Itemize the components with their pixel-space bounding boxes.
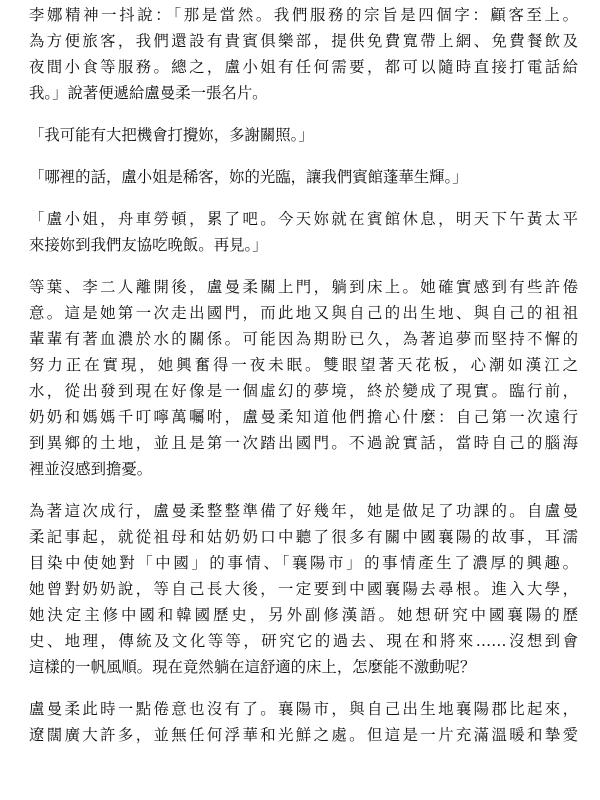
text-line: 等葉、李二人離開後，盧曼柔關上門，躺到床上。她確實感到有些許倦 (29, 278, 578, 296)
text-line: 裡並沒感到擔憂。 (29, 460, 153, 478)
text-line: 她決定主修中國和韓國歷史，另外副修漢語。她想研究中國襄陽的歷 (29, 606, 578, 624)
text-line: 意。這是她第一次走出國門，而此地又與自己的出生地、與自己的祖祖 (29, 304, 578, 322)
text-line: 為方便旅客，我們還設有貴賓俱樂部，提供免費寬帶上網、免費餐飲及 (29, 32, 578, 50)
text-line: 奶奶和媽媽千叮嚀萬囑咐，盧曼柔知道他們擔心什麼：自己第一次遠行 (29, 408, 578, 426)
text-line: 「我可能有大把機會打攪妳，多謝關照。」 (29, 126, 314, 144)
text-line: 史、地理，傳統及文化等等，研究它的過去、現在和將來……沒想到會 (29, 632, 578, 650)
text-line: 「盧小姐，舟車勞頓，累了吧。今天妳就在賓館休息，明天下午黃太平 (29, 210, 578, 228)
text-line: 盧曼柔此時一點倦意也沒有了。襄陽市，與自己出生地襄陽郡比起來， (29, 700, 578, 718)
paragraph-6 (29, 498, 578, 680)
text-line: 這樣的一帆風順。現在竟然躺在這舒適的床上，怎麼能不激動呢？ (29, 658, 476, 676)
text-line: 遼闊廣大許多，並無任何浮華和光鮮之處。但這是一片充滿溫暖和摯愛 (29, 726, 578, 744)
paragraph-1 (29, 2, 578, 106)
text-line: 夜間小食等服務。總之，盧小姐有任何需要，都可以隨時直接打電話給 (29, 58, 578, 76)
text-line: 水，從出發到現在好像是一個虛幻的夢境，終於變成了現實。臨行前， (29, 382, 578, 400)
text-line: 她曾對奶奶說，等自己長大後，一定要到中國襄陽去尋根。進入大學， (29, 580, 578, 598)
text-line: 李娜精神一抖說：「那是當然。我們服務的宗旨是四個字：顧客至上。 (29, 6, 578, 24)
text-line: 我。」說著便遞給盧曼柔一張名片。 (29, 84, 268, 102)
paragraph-7 (29, 696, 578, 748)
text-line: 目染中使她對「中國」的事情、「襄陽市」的事情產生了濃厚的興趣。 (29, 554, 578, 572)
text-line: 輩輩有著血濃於水的關係。可能因為期盼已久，為著追夢而堅持不懈的 (29, 330, 578, 348)
text-line: 到異鄉的土地，並且是第一次踏出國門。不過說實話，當時自己的腦海 (29, 434, 578, 452)
paragraph-4 (29, 206, 578, 258)
paragraph-2 (29, 122, 578, 148)
paragraph-3 (29, 164, 578, 190)
paragraph-5 (29, 274, 578, 482)
text-line: 「哪裡的話，盧小姐是稀客，妳的光臨，讓我們賓館蓬華生輝。」 (29, 168, 468, 186)
text-line: 為著這次成行，盧曼柔整整準備了好幾年，她是做足了功課的。自盧曼 (29, 502, 578, 520)
text-line: 來接妳到我們友協吃晚飯。再見。」 (29, 236, 268, 254)
text-line: 柔記事起，就從祖母和姑奶奶口中聽了很多有關中國襄陽的故事，耳濡 (29, 528, 578, 546)
text-line: 努力正在實現，她興奮得一夜未眠。雙眼望著天花板，心潮如漢江之 (29, 356, 578, 374)
